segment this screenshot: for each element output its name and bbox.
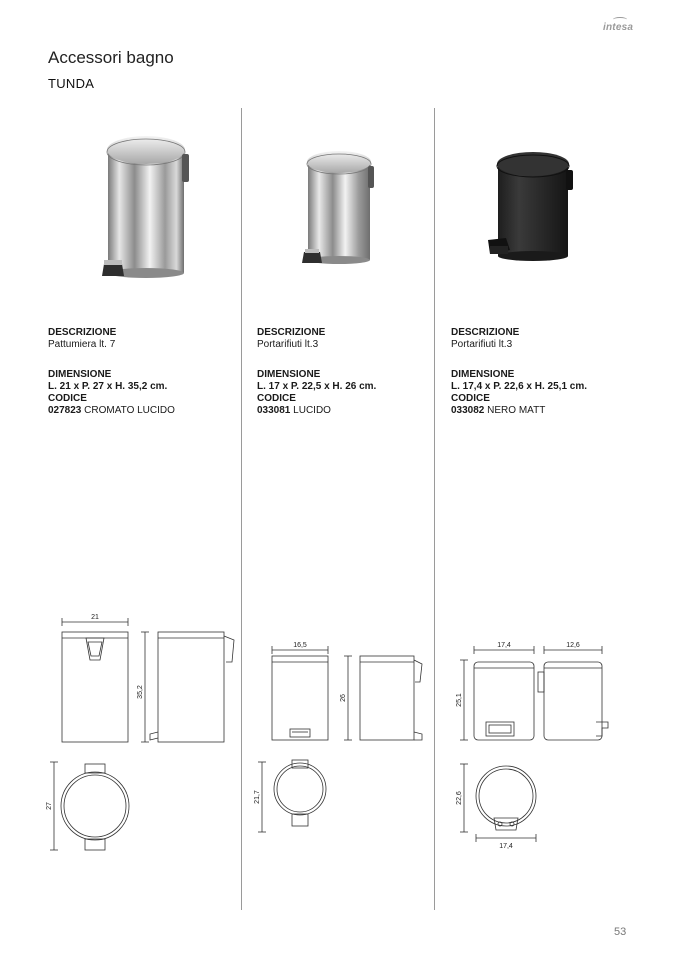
dim-width-label: 16,5 [293,642,307,649]
product-info-3 [451,327,651,417]
dim-height-label: 26 [340,694,347,702]
product-info-1 [48,327,233,417]
dimension-label: DIMENSIONE [48,369,112,380]
dimension-value: L. 17 x P. 22,5 x H. 26 cm. [257,381,377,392]
dimension-label: DIMENSIONE [257,369,321,380]
black-pedal-bin-icon [484,150,580,268]
technical-drawing-1 [40,610,240,865]
dimension-label: DIMENSIONE [451,369,515,380]
dim-depth-label: 27 [46,802,53,810]
page-title: Accessori bagno [48,48,174,67]
dim-height-label: 35,2 [137,685,144,699]
description-label: DESCRIZIONE [48,327,117,338]
brand-name: intesa [603,22,634,33]
dimension-value: L. 21 x P. 27 x H. 35,2 cm. [48,381,168,392]
chrome-pedal-bin-small-icon [300,148,380,270]
brand-logo [603,22,633,33]
description-label: DESCRIZIONE [451,327,520,338]
code-label: CODICE [257,393,296,404]
description-text: Portarifiuti lt.3 [451,339,513,350]
description-text: Portarifiuti lt.3 [257,339,319,350]
product-finish: LUCIDO [293,405,331,416]
dim-depth-label: 22,6 [456,791,463,805]
technical-drawing-2 [252,636,432,846]
dim-width-label: 17,4 [497,642,511,649]
column-divider-1 [241,108,242,910]
dim-depth-bottom-label: 17,4 [499,843,513,850]
chrome-pedal-bin-icon [96,130,196,285]
dim-side-width-label: 12,6 [566,642,580,649]
product-info-2 [257,327,429,417]
brand-logo-mark [613,17,627,22]
technical-drawing-3 [448,636,628,851]
page-number: 53 [614,926,627,938]
code-label: CODICE [451,393,490,404]
collection-title: TUNDA [48,76,95,91]
product-finish: NERO MATT [487,405,546,416]
column-divider-2 [434,108,435,910]
description-label: DESCRIZIONE [257,327,326,338]
product-finish: CROMATO LUCIDO [84,405,175,416]
description-text: Pattumiera lt. 7 [48,339,116,350]
dim-height-label: 25,1 [456,693,463,707]
dimension-value: L. 17,4 x P. 22,6 x H. 25,1 cm. [451,381,588,392]
product-code: 027823 [48,405,82,416]
dim-depth-label: 21,7 [254,790,261,804]
dim-width-label: 21 [91,614,99,621]
product-code: 033081 [257,405,291,416]
code-label: CODICE [48,393,87,404]
product-code: 033082 [451,405,485,416]
